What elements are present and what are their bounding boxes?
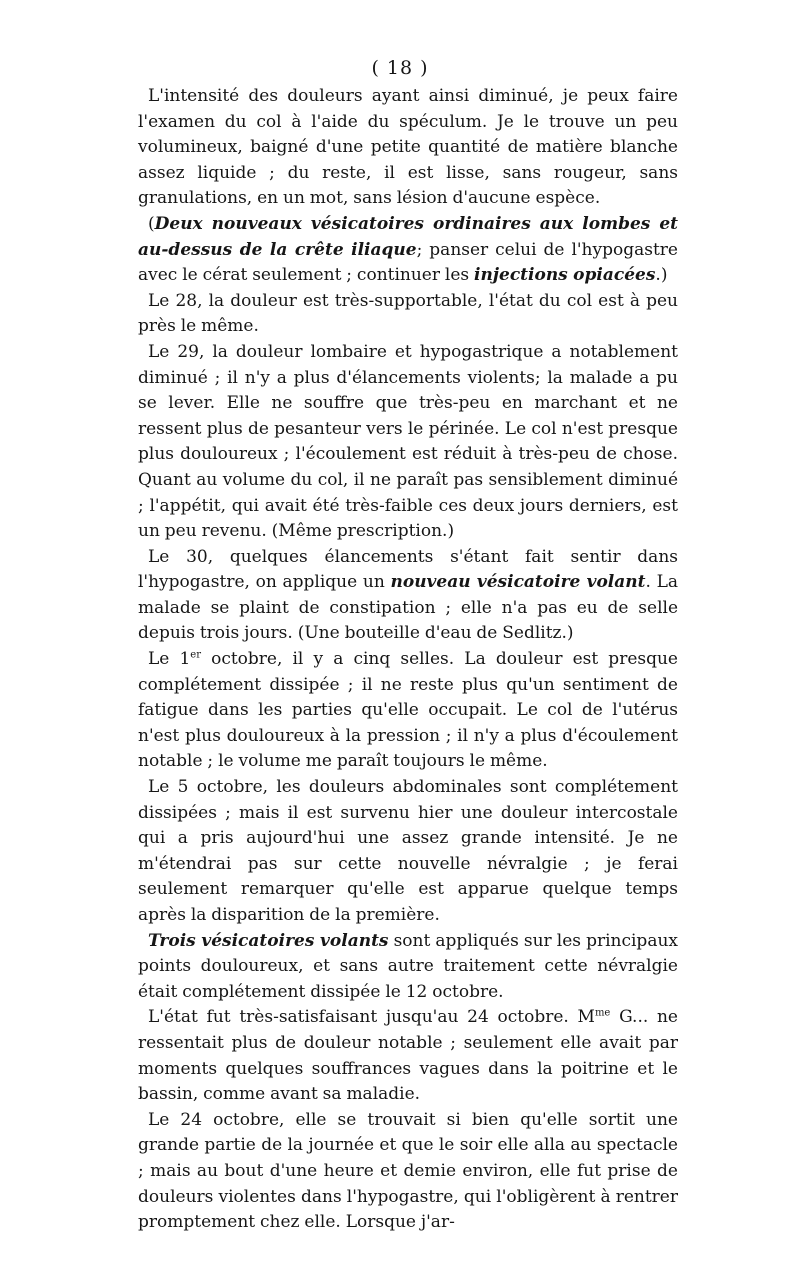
italic-text: injections opiacées [474, 265, 656, 286]
body-text [138, 84, 678, 1236]
page-number: ( 18 ) [371, 57, 429, 79]
text-run: .) [655, 265, 668, 286]
text-run: Le 30, quelques élancements s'étant fait sentir dans l'hypogastre, on applique un [138, 546, 678, 593]
text-run: ( [148, 213, 155, 234]
paragraph [138, 289, 678, 340]
italic-text: Trois vésicatoires volants [148, 930, 389, 951]
paragraph [138, 84, 678, 212]
text-run: Le 28, la douleur est très-supportable, l'état du col est à peu près le même. [138, 290, 678, 337]
text-run: ; panser celui de l'hypogastre avec le cérat seulement ; continuer les [138, 239, 678, 286]
superscript: me [594, 1007, 611, 1019]
italic-text: nouveau vésicatoire volant [390, 572, 646, 593]
paragraph [138, 929, 678, 1006]
paragraph [138, 340, 678, 545]
text-run: Le 29, la douleur lombaire et hypogastrique a notablement diminué ; il n'y a plus d'élancements violents; la malade a pu se lever. Elle ne souffre que très-peu en marchant et ne ressent plus de pesanteur vers le périnée. Le col n'est presque plus douloureux ; l'écoulement est réduit à très-peu de chose. Quant au volume du col, il ne paraît pas sensiblement diminué ; l'appétit, qui avait été très-faible ces deux jours derniers, est un peu revenu. (Même prescription.) [138, 341, 678, 542]
text-run: octobre, il y a cinq selles. La douleur est presque complétement dissipée ; il ne reste plus qu'un sentiment de fatigue dans les parties qu'elle occupait. Le col de l'utérus n'est plus douloureux à la pression ; il n'y a plus d'écoulement notable ; le volume me paraît toujours le même. [138, 649, 678, 772]
text-run: . La malade se plaint de constipation ; elle n'a pas eu de selle depuis trois jours. (Une bouteille d'eau de Sedlitz.) [138, 572, 678, 644]
text-run: Le 1 [148, 649, 191, 670]
paragraph [138, 647, 678, 775]
text-run: Le 5 octobre, les douleurs abdominales sont complétement dissipées ; mais il est survenu hier une douleur intercostale qui a pris aujourd'hui une assez grande intensité. Je ne m'étendrai pas sur cette nouvelle névralgie ; je ferai seulement remarquer qu'elle est apparue quelque temps après la disparition de la première. [138, 777, 678, 925]
paragraph [138, 212, 678, 289]
paragraph [138, 775, 678, 929]
text-run: sont appliqués sur les principaux points douloureux, et sans autre traitement cette névralgie était complétement dissipée le 12 octobre. [138, 930, 678, 1002]
paragraph [138, 1108, 678, 1236]
superscript: er [190, 649, 201, 661]
text-run: G... ne ressentait plus de douleur notable ; seulement elle avait par moments quelques souffrances vagues dans la poitrine et le bassin, comme avant sa maladie. [138, 1007, 678, 1105]
italic-text: Deux nouveaux vésicatoires ordinaires aux lombes et au-dessus de la crête iliaque [138, 213, 678, 260]
paragraph [138, 545, 678, 647]
text-run: Le 24 octobre, elle se trouvait si bien qu'elle sortit une grande partie de la journée et que le soir elle alla au spectacle ; mais au bout d'une heure et demie environ, elle fut prise de douleurs violentes dans l'hypogastre, qui l'obligèrent à rentrer promptement chez elle. Lorsque j'ar- [138, 1109, 678, 1233]
paragraph [138, 1005, 678, 1107]
text-run: L'état fut très-satisfaisant jusqu'au 24 octobre. M [148, 1007, 595, 1028]
text-run: L'intensité des douleurs ayant ainsi diminué, je peux faire l'examen du col à l'aide du spéculum. Je le trouve un peu volumineux, baigné d'une petite quantité de matière blanche assez liquide ; du reste, il est lisse, sans rougeur, sans granulations, en un mot, sans lésion d'aucune espèce. [138, 86, 678, 209]
